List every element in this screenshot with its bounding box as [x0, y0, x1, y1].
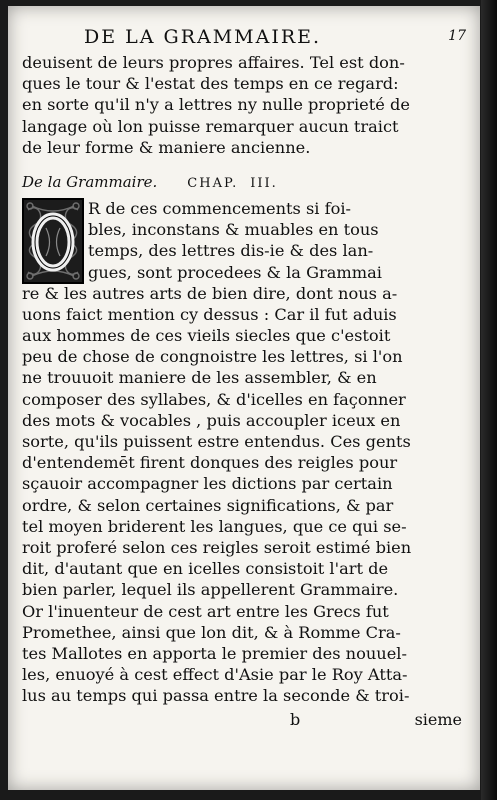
text-line: en sorte qu'il n'y a lettres ny nulle proprieté de	[22, 95, 410, 115]
text-line: bien parler, lequel ils appellerent Grammaire.	[22, 580, 399, 600]
chapter-body	[22, 198, 472, 707]
decorated-initial-icon	[22, 198, 84, 284]
text-line: composer des syllabes, & d'icelles en façonner	[22, 389, 406, 409]
text-line: lus au temps qui passa entre la seconde & troi-	[22, 686, 410, 706]
page-number: 17	[448, 28, 466, 44]
text-line: R de ces commencements si foi-	[88, 198, 352, 218]
chapter-number: III.	[250, 175, 278, 191]
text-line: d'entendemēt firent donques des reigles pour	[22, 453, 398, 473]
text-line: roit proferé selon ces reigles seroit estimé bien	[22, 537, 412, 557]
text-line: peu de chose de congnoistre les lettres, si l'on	[22, 347, 403, 367]
intro-paragraph	[22, 52, 472, 158]
text-line: gues, sont procedees & la Grammai	[88, 262, 382, 282]
page-text	[22, 16, 472, 732]
signature-mark: b	[290, 710, 301, 730]
text-line: aux hommes de ces vieils siecles que c'estoit	[22, 326, 391, 346]
text-line: Or l'inuenteur de cest art entre les Grecs fut	[22, 601, 389, 621]
text-line: ordre, & selon certaines significations, & par	[22, 495, 394, 515]
book-page	[8, 6, 480, 790]
text-line: sorte, qu'ils puissent estre entendus. Ces gents	[22, 432, 411, 451]
chapter-title: De la Grammaire.	[22, 172, 158, 191]
text-line: langage où lon puisse remarquer aucun traict	[22, 116, 399, 136]
chapter-label: CHAP.	[187, 175, 239, 191]
text-line: les, enuoyé à cest effect d'Asie par le Roy Atta-	[22, 665, 408, 685]
page-footer	[22, 708, 472, 732]
text-line: tes Mallotes en apporta le premier des nouuel-	[22, 643, 407, 663]
text-line: deuisent de leurs propres affaires. Tel est don-	[22, 53, 405, 72]
text-line: uons faict mention cy dessus : Car il fut aduis	[22, 304, 397, 324]
text-line: sçauoir accompagner les dictions par certain	[22, 474, 393, 494]
text-line: Promethee, ainsi que lon dit, & à Romme Cra-	[22, 622, 401, 642]
running-header	[22, 16, 472, 52]
text-line: des mots & vocables , puis accoupler iceux en	[22, 410, 401, 430]
text-line: tel moyen briderent les langues, que ce qui se-	[22, 516, 407, 536]
running-title: DE LA GRAMMAIRE.	[84, 26, 322, 48]
text-line: temps, des lettres dis-ie & des lan-	[88, 241, 374, 261]
text-line: ques le tour & l'estat des temps en ce regard:	[22, 74, 399, 94]
text-line: ne trouuoit maniere de les assembler, & en	[22, 368, 377, 388]
catchword: sieme	[414, 710, 462, 730]
page-edge-shadow	[481, 0, 497, 800]
chapter-heading	[22, 168, 472, 196]
text-line: dit, d'autant que en icelles consistoit l'art de	[22, 559, 389, 579]
text-line: de leur forme & maniere ancienne.	[22, 137, 311, 157]
text-line: bles, inconstans & muables en tous	[88, 220, 379, 240]
text-line: re & les autres arts de bien dire, dont nous a-	[22, 283, 398, 303]
